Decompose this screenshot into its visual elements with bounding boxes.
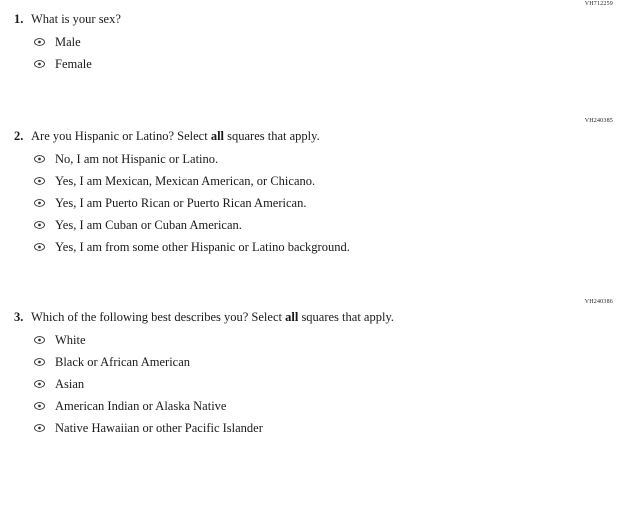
- option-row[interactable]: [0, 31, 621, 53]
- checkbox-oval-icon[interactable]: [34, 177, 45, 185]
- question-heading-2: [0, 128, 621, 144]
- checkbox-oval-icon[interactable]: [34, 402, 45, 410]
- question-text-1: What is your sex?: [31, 12, 121, 26]
- option-label: Female: [55, 57, 92, 71]
- options-list-1: [0, 31, 621, 75]
- option-row[interactable]: [0, 236, 621, 258]
- question-heading-3: [0, 309, 621, 325]
- question-block-2: [0, 117, 621, 258]
- option-row[interactable]: [0, 351, 621, 373]
- question-text-2: Are you Hispanic or Latino? Select all squares that apply.: [31, 129, 320, 143]
- option-label: White: [55, 333, 86, 347]
- option-row[interactable]: [0, 395, 621, 417]
- checkbox-oval-icon[interactable]: [34, 155, 45, 163]
- question-vid-3: VH240386: [584, 299, 613, 305]
- checkbox-oval-icon[interactable]: [34, 60, 45, 68]
- option-label: Asian: [55, 377, 85, 391]
- option-row[interactable]: [0, 148, 621, 170]
- question-block-1: [0, 0, 621, 75]
- option-label: Yes, I am from some other Hispanic or Latino background.: [55, 240, 350, 254]
- option-row[interactable]: [0, 53, 621, 75]
- options-list-3: [0, 329, 621, 439]
- option-row[interactable]: [0, 329, 621, 351]
- option-label: Male: [55, 35, 81, 49]
- question-block-3: [0, 298, 621, 439]
- checkbox-oval-icon[interactable]: [34, 199, 45, 207]
- spacer: [0, 75, 621, 117]
- option-label: Native Hawaiian or other Pacific Islander: [55, 421, 263, 435]
- option-label: No, I am not Hispanic or Latino.: [55, 152, 219, 166]
- option-row[interactable]: [0, 373, 621, 395]
- option-row[interactable]: [0, 417, 621, 439]
- question-vid-1: VH712259: [584, 1, 613, 7]
- option-label: Yes, I am Puerto Rican or Puerto Rican American.: [55, 196, 307, 210]
- question-text-3: Which of the following best describes you? Select all squares that apply.: [31, 310, 395, 324]
- checkbox-oval-icon[interactable]: [34, 380, 45, 388]
- question-heading-1: [0, 11, 621, 27]
- question-number-3: 3.: [14, 310, 24, 324]
- option-label: American Indian or Alaska Native: [55, 399, 227, 413]
- option-label: Black or African American: [55, 355, 191, 369]
- checkbox-oval-icon[interactable]: [34, 358, 45, 366]
- option-row[interactable]: [0, 170, 621, 192]
- option-row[interactable]: [0, 192, 621, 214]
- checkbox-oval-icon[interactable]: [34, 243, 45, 251]
- option-row[interactable]: [0, 214, 621, 236]
- option-label: Yes, I am Mexican, Mexican American, or Chicano.: [55, 174, 316, 188]
- spacer: [0, 258, 621, 298]
- question-number-2: 2.: [14, 129, 24, 143]
- checkbox-oval-icon[interactable]: [34, 221, 45, 229]
- checkbox-oval-icon[interactable]: [34, 424, 45, 432]
- options-list-2: [0, 148, 621, 258]
- option-label: Yes, I am Cuban or Cuban American.: [55, 218, 242, 232]
- checkbox-oval-icon[interactable]: [34, 336, 45, 344]
- question-number-1: 1.: [14, 12, 24, 26]
- question-vid-2: VH240385: [584, 118, 613, 124]
- checkbox-oval-icon[interactable]: [34, 38, 45, 46]
